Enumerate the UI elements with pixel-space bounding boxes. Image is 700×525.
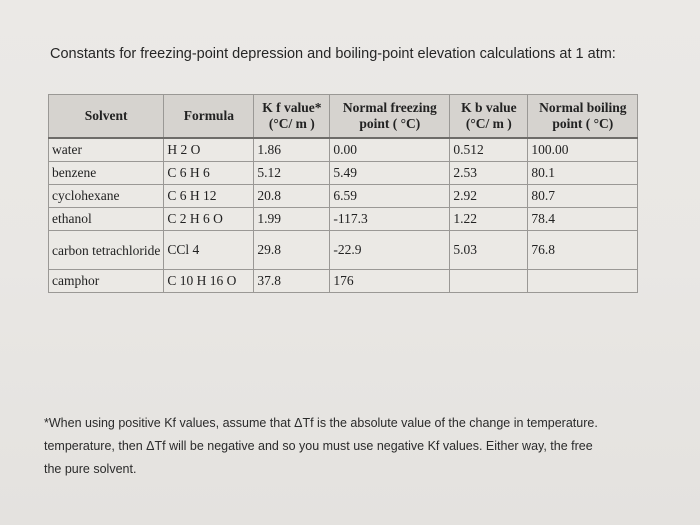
cell-kf: 1.99 [254, 208, 330, 231]
header-freezing-point: Normal freezing point ( °C) [330, 95, 450, 139]
cell-formula: CCl 4 [164, 231, 254, 270]
footnote-line: *When using positive Kf values, assume that ΔTf is the absolute value of the change in temperature. [44, 416, 598, 430]
page-heading: Constants for freezing-point depression and boiling-point elevation calculations at 1 atm: [50, 46, 616, 62]
cell-formula: C 10 H 16 O [164, 270, 254, 293]
table-row [49, 231, 638, 270]
header-solvent: Solvent [49, 95, 164, 139]
cell-kf: 37.8 [254, 270, 330, 293]
cell-formula: H 2 O [164, 138, 254, 162]
cell-solvent: cyclohexane [49, 185, 164, 208]
footnote-line: temperature, then ΔTf will be negative and so you must use negative Kf values. Either way, the free [44, 439, 593, 453]
header-formula: Formula [164, 95, 254, 139]
cell-freezing-point: 0.00 [330, 138, 450, 162]
cell-boiling-point: 78.4 [528, 208, 638, 231]
cell-kf: 20.8 [254, 185, 330, 208]
table-row [49, 138, 638, 162]
cell-kf: 5.12 [254, 162, 330, 185]
table-row [49, 270, 638, 293]
cell-freezing-point: 6.59 [330, 185, 450, 208]
cell-solvent: carbon tetrachloride [49, 231, 164, 270]
cell-boiling-point: 80.7 [528, 185, 638, 208]
constants-table [48, 94, 638, 293]
cell-kb: 5.03 [450, 231, 528, 270]
cell-kb: 0.512 [450, 138, 528, 162]
cell-boiling-point: 76.8 [528, 231, 638, 270]
header-kb: K b value (°C/ m ) [450, 95, 528, 139]
cell-solvent: water [49, 138, 164, 162]
cell-boiling-point: 80.1 [528, 162, 638, 185]
cell-formula: C 2 H 6 O [164, 208, 254, 231]
cell-boiling-point [528, 270, 638, 293]
cell-kf: 1.86 [254, 138, 330, 162]
cell-kf: 29.8 [254, 231, 330, 270]
cell-solvent: benzene [49, 162, 164, 185]
cell-freezing-point: 5.49 [330, 162, 450, 185]
cell-solvent: camphor [49, 270, 164, 293]
cell-solvent: ethanol [49, 208, 164, 231]
header-boiling-point: Normal boiling point ( °C) [528, 95, 638, 139]
cell-kb [450, 270, 528, 293]
header-kf: K f value* (°C/ m ) [254, 95, 330, 139]
cell-kb: 2.53 [450, 162, 528, 185]
footnote-line: the pure solvent. [44, 462, 137, 476]
table-row [49, 162, 638, 185]
cell-formula: C 6 H 6 [164, 162, 254, 185]
cell-freezing-point: -117.3 [330, 208, 450, 231]
cell-kb: 2.92 [450, 185, 528, 208]
cell-boiling-point: 100.00 [528, 138, 638, 162]
cell-formula: C 6 H 12 [164, 185, 254, 208]
cell-freezing-point: 176 [330, 270, 450, 293]
table-row [49, 208, 638, 231]
table-row [49, 185, 638, 208]
cell-freezing-point: -22.9 [330, 231, 450, 270]
footnote [44, 412, 700, 481]
cell-kb: 1.22 [450, 208, 528, 231]
table-header-row [49, 95, 638, 139]
